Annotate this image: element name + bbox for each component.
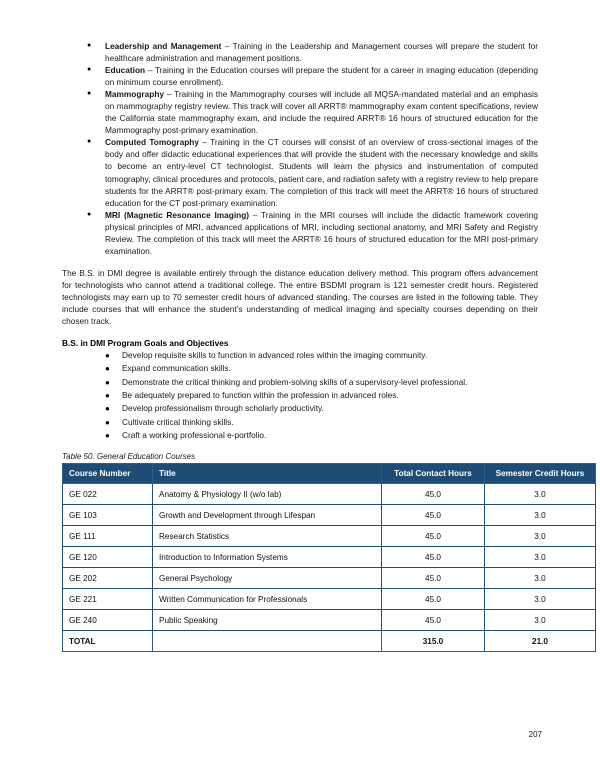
cell-contact-hours: 45.0	[382, 547, 485, 568]
track-name: Leadership and Management	[105, 41, 222, 51]
table-row	[63, 610, 596, 631]
column-header-total-contact-hours: Total Contact Hours	[382, 464, 485, 484]
cell-contact-hours: 45.0	[382, 568, 485, 589]
list-item	[62, 376, 538, 389]
bullet-icon: ●	[87, 42, 92, 49]
cell-credit-hours: 3.0	[485, 610, 596, 631]
cell-title: Public Speaking	[153, 610, 382, 631]
cell-contact-hours: 45.0	[382, 589, 485, 610]
table-row	[63, 484, 596, 505]
table-caption: Table 50. General Education Courses	[62, 452, 196, 462]
goal-text: Expand communication skills.	[122, 363, 231, 374]
bullet-icon: ●	[105, 417, 110, 427]
list-item	[62, 416, 538, 429]
cell-course-number: GE 240	[63, 610, 153, 631]
general-education-courses-table	[62, 463, 596, 652]
page-content	[62, 40, 585, 652]
cell-credit-hours: 3.0	[485, 547, 596, 568]
table-row	[63, 568, 596, 589]
cell-course-number: GE 022	[63, 484, 153, 505]
track-name: Mammography	[105, 89, 165, 100]
goal-text: Craft a working professional e-portfolio.	[122, 429, 267, 440]
page-number: 207	[528, 730, 542, 739]
cell-credit-hours: 3.0	[485, 526, 596, 547]
bullet-icon: ●	[105, 391, 110, 401]
table-header	[63, 464, 596, 484]
table-row	[63, 547, 596, 568]
cell-contact-hours: 45.0	[382, 526, 485, 547]
goal-text: Develop requisite skills to function in advanced roles within the imaging community.	[122, 350, 428, 361]
list-item	[62, 136, 538, 208]
list-item	[62, 40, 538, 64]
track-description: – Training in the MRI courses will include the didactic framework covering physical principles of MRI, advanced applications of MRI, including sectional anatomy, and MRI Safety and Registry Review. The completion of this track will meet the ARRT® 16 hours of structured education for the MRI post-primary examination.	[105, 209, 538, 256]
section-spacer	[62, 327, 538, 337]
cell-title: Written Communication for Professionals	[153, 589, 382, 610]
cell-title: Introduction to Information Systems	[153, 547, 382, 568]
cell-total-blank	[153, 631, 382, 652]
cell-course-number: GE 111	[63, 526, 153, 547]
bullet-icon: ●	[87, 90, 92, 98]
goal-text: Cultivate critical thinking skills.	[122, 416, 234, 427]
table-total-row	[63, 631, 596, 652]
list-item	[62, 389, 538, 402]
bullet-icon: ●	[87, 66, 92, 74]
cell-contact-hours: 45.0	[382, 505, 485, 526]
list-item	[62, 362, 538, 375]
bullet-icon: ●	[105, 404, 110, 414]
goal-text: Demonstrate the critical thinking and problem-solving skills of a supervisory-level professional.	[122, 376, 468, 387]
table-row	[63, 505, 596, 526]
cell-total-label: TOTAL	[63, 631, 153, 652]
cell-contact-hours: 45.0	[382, 610, 485, 631]
track-description: – Training in the CT courses will consist of an overview of cross-sectional images of the body and offer didactic educational experiences that will provide the student with the necessary knowledge and skills to become an entry-level CT technologist. Students will learn the physics and instrumentation of computed tomography, clinical procedures and protocols, patient care, and radiation safety with a registry review to help prepare students for the ARRT® post-primary exam. The completion of this track will meet the ARRT® 16 hours of structured education for the CT post-primary examination.	[105, 137, 538, 208]
list-item	[62, 209, 538, 257]
table-spacer	[62, 442, 538, 452]
paragraph-spacer	[62, 257, 538, 267]
list-item	[62, 88, 538, 136]
bullet-icon: ●	[105, 377, 110, 387]
column-header-semester-credit-hours: Semester Credit Hours	[485, 464, 596, 484]
cell-total-credit-hours: 21.0	[485, 631, 596, 652]
list-item	[62, 402, 538, 415]
list-item	[62, 349, 538, 362]
list-item	[62, 64, 538, 88]
program-goals-list	[62, 349, 538, 442]
cell-title: General Psychology	[153, 568, 382, 589]
track-description: – Training in the Leadership and Management courses will prepare the student for healthcare administration and management positions.	[105, 41, 538, 64]
bullet-icon: ●	[105, 351, 110, 361]
cell-course-number: GE 221	[63, 589, 153, 610]
cell-title: Growth and Development through Lifespan	[153, 505, 382, 526]
table-row	[63, 526, 596, 547]
bullet-icon: ●	[105, 430, 110, 440]
cell-credit-hours: 3.0	[485, 568, 596, 589]
cell-credit-hours: 3.0	[485, 589, 596, 610]
cell-course-number: GE 120	[63, 547, 153, 568]
cell-credit-hours: 3.0	[485, 505, 596, 526]
cell-title: Research Statistics	[153, 526, 382, 547]
goals-heading: B.S. in DMI Program Goals and Objectives	[62, 338, 229, 349]
specialty-track-list	[62, 40, 538, 257]
table-body	[63, 484, 596, 652]
program-overview-paragraph: The B.S. in DMI degree is available entirely through the distance education delivery method. This program offers advancement for technologists who cannot attend a traditional college. The entire BSDMI program is 121 semester credit hours. Registered technologists may earn up to 70 semester credit hours of advanced standing. The courses are listed in the following table. They include courses that will enhance the student’s understanding of medical imaging and specialty courses depending on their chosen track.	[62, 267, 538, 327]
table-row	[63, 589, 596, 610]
cell-title: Anatomy & Physiology II (w/o lab)	[153, 484, 382, 505]
track-name: MRI (Magnetic Resonance Imaging)	[105, 209, 250, 220]
track-name: Computed Tomography	[105, 137, 199, 148]
cell-course-number: GE 103	[63, 505, 153, 526]
cell-course-number: GE 202	[63, 568, 153, 589]
list-item	[62, 429, 538, 442]
bullet-icon: ●	[105, 364, 110, 374]
goal-text: Develop professionalism through scholarly productivity.	[122, 403, 324, 414]
track-name: Education	[105, 65, 146, 76]
cell-total-contact-hours: 315.0	[382, 631, 485, 652]
column-header-course-number: Course Number	[63, 464, 153, 484]
cell-credit-hours: 3.0	[485, 484, 596, 505]
table-header-row	[63, 464, 596, 484]
column-header-title: Title	[153, 464, 382, 484]
cell-contact-hours: 45.0	[382, 484, 485, 505]
bullet-icon: ●	[87, 138, 92, 146]
track-description: – Training in the Education courses will prepare the student for a career in imaging education (depending on minimum course enrollment).	[105, 65, 538, 88]
goal-text: Be adequately prepared to function within the profession in advanced roles.	[122, 390, 399, 401]
track-description: – Training in the Mammography courses will include all MQSA-mandated material and an emphasis on mammography registry review. This track will cover all ARRT® mammography exam content specifications, review the California state mammography exam, and include the required ARRT® 16 hours of structured education for the Mammography post-primary examination.	[105, 89, 538, 136]
bullet-icon: ●	[87, 210, 92, 218]
